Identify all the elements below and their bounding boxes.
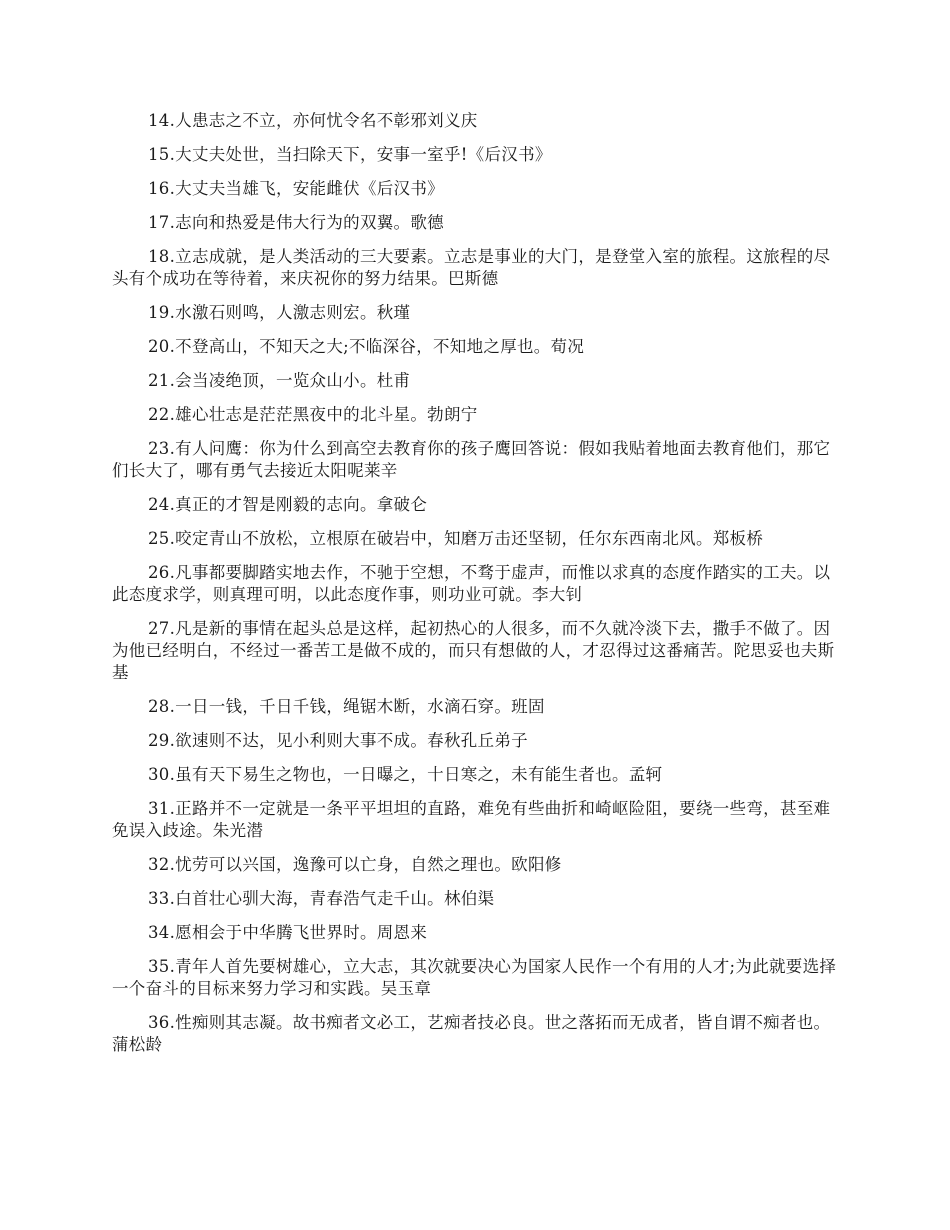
quote-paragraph-20: 20.不登高山，不知天之大;不临深谷，不知地之厚也。荀况 [148,337,585,356]
quote-paragraph-21: 21.会当凌绝顶，一览众山小。杜甫 [148,371,411,390]
quote-paragraph-23: 23.有人问鹰：你为什么到高空去教育你的孩子鹰回答说：假如我贴着地面去教育他们，那它们长大了，哪有勇气去接近太阳呢莱辛 [112,439,831,480]
quote-paragraph-26: 26.凡事都要脚踏实地去作，不驰于空想，不骛于虚声，而惟以求真的态度作踏实的工夫。以此态度求学，则真理可明，以此态度作事，则功业可就。李大钊 [112,563,831,604]
quote-paragraph-27: 27.凡是新的事情在起头总是这样，起初热心的人很多，而不久就冷淡下去，撒手不做了。因为他已经明白，不经过一番苦工是做不成的，而只有想做的人，才忍得过这番痛苦。陀思妥也夫斯基 [112,619,835,682]
quote-paragraph-33: 33.白首壮心驯大海，青春浩气走千山。林伯渠 [148,889,495,908]
document-body [112,110,840,1068]
quote-paragraph-34: 34.愿相会于中华腾飞世界时。周恩来 [148,923,428,942]
quote-paragraph-18: 18.立志成就，是人类活动的三大要素。立志是事业的大门，是登堂入室的旅程。这旅程的尽头有个成功在等待着，来庆祝你的努力结果。巴斯德 [112,247,831,288]
quote-paragraph-24: 24.真正的才智是刚毅的志向。拿破仑 [148,495,428,514]
quote-paragraph-19: 19.水激石则鸣，人激志则宏。秋瑾 [148,303,411,322]
quote-paragraph-30: 30.虽有天下易生之物也，一日曝之，十日寒之，未有能生者也。孟轲 [148,765,663,784]
quote-paragraph-16: 16.大丈夫当雄飞，安能雌伏《后汉书》 [148,179,444,198]
quote-paragraph-35: 35.青年人首先要树雄心，立大志，其次就要决心为国家人民作一个有用的人才;为此就要选择一个奋斗的目标来努力学习和实践。吴玉章 [112,957,837,998]
quote-paragraph-31: 31.正路并不一定就是一条平平坦坦的直路，难免有些曲折和崎岖险阻，要绕一些弯，甚至难免误入歧途。朱光潜 [112,799,831,840]
quote-paragraph-29: 29.欲速则不达，见小利则大事不成。春秋孔丘弟子 [148,731,528,750]
quote-paragraph-15: 15.大丈夫处世，当扫除天下，安事一室乎!《后汉书》 [148,145,552,164]
quote-paragraph-25: 25.咬定青山不放松，立根原在破岩中，知磨万击还坚韧，任尔东西南北风。郑板桥 [148,529,764,548]
quote-paragraph-17: 17.志向和热爱是伟大行为的双翼。歌德 [148,213,444,232]
quote-paragraph-32: 32.忧劳可以兴国，逸豫可以亡身，自然之理也。欧阳修 [148,855,562,874]
quote-paragraph-36: 36.性痴则其志凝。故书痴者文必工，艺痴者技必良。世之落拓而无成者，皆自谓不痴者也。蒲松龄 [112,1013,831,1054]
quote-paragraph-14: 14.人患志之不立，亦何忧令名不彰邪刘义庆 [148,111,478,130]
quote-paragraph-22: 22.雄心壮志是茫茫黑夜中的北斗星。勃朗宁 [148,405,478,424]
quote-paragraph-28: 28.一日一钱，千日千钱，绳锯木断，水滴石穿。班固 [148,697,545,716]
